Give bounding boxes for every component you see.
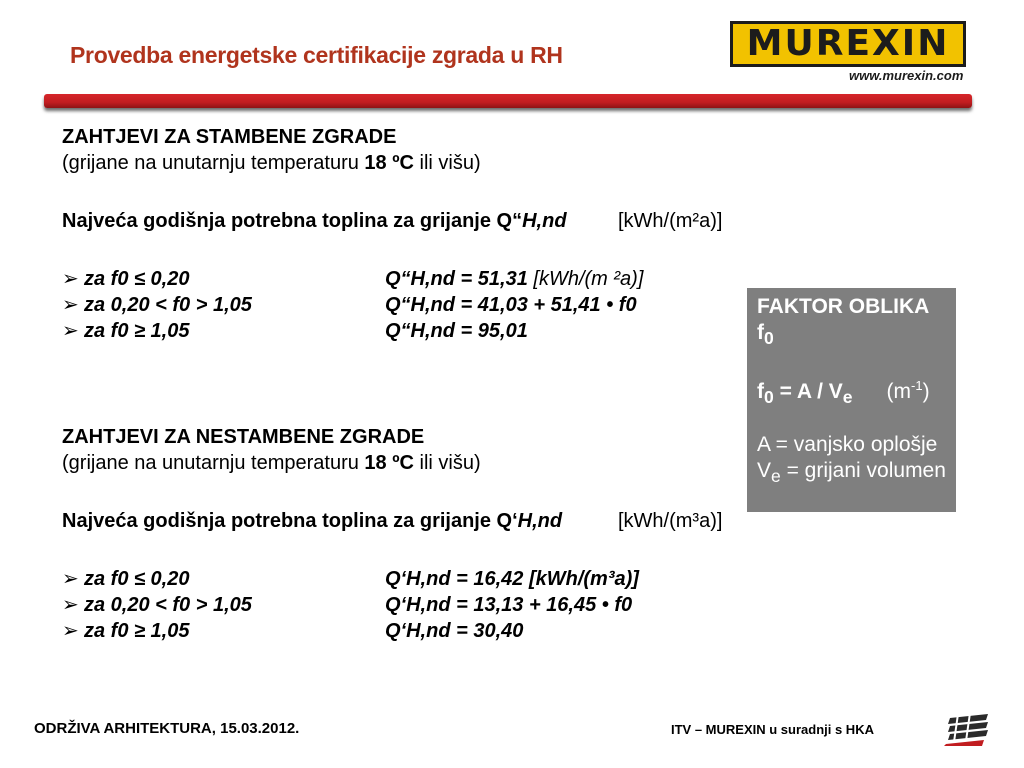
residential-demand-unit: [kWh/(m²a)]	[618, 210, 723, 232]
footer-organizers: ITV – MUREXIN u suradnji s HKA	[671, 722, 874, 737]
hka-logo-icon	[944, 710, 992, 746]
shape-factor-equation: $f_0 = A / V_e$ $(m^{-1})$	[757, 378, 930, 408]
nonresidential-heading: ZAHTJEVI ZA NESTAMBENE ZGRADE	[62, 426, 425, 448]
shape-factor-symbol: $f_0$	[757, 321, 774, 349]
logo-text: MUREXIN	[746, 23, 950, 64]
website-link[interactable]: www.murexin.com	[849, 68, 964, 83]
arrow-bullet-icon: ➢	[62, 268, 79, 290]
footer-event: ODRŽIVA ARHITEKTURA, 15.03.2012.	[34, 720, 300, 737]
shape-factor-title: FAKTOR OBLIKA	[757, 295, 930, 318]
page-title: Provedba energetske certifikacije zgrada u RH	[70, 42, 563, 68]
murexin-logo	[730, 21, 966, 67]
definition-ve: $V_e$ = grijani volumen	[757, 459, 946, 487]
arrow-bullet-icon: ➢	[62, 594, 79, 616]
main-content	[62, 124, 742, 644]
arrow-bullet-icon: ➢	[62, 568, 79, 590]
header-divider-bar	[44, 94, 972, 108]
arrow-bullet-icon: ➢	[62, 294, 79, 316]
nonresidential-subheading: (grijane na unutarnju temperaturu 18 ºC ili višu)	[62, 452, 481, 474]
residential-subheading: (grijane na unutarnju temperaturu 18 ºC ili višu)	[62, 152, 481, 174]
arrow-bullet-icon: ➢	[62, 620, 79, 642]
nonresidential-rule-2: ➢ za 0,20 < f0 > 1,05 Q‘H,nd = 13,13 + 16,45 • f0	[62, 594, 633, 616]
nonresidential-rule-3: ➢ za f0 ≥ 1,05 Q‘H,nd = 30,40	[62, 620, 524, 642]
residential-demand-line: Najveća godišnja potrebna toplina za grijanje Q“H,nd [kWh/(m²a)]	[62, 210, 723, 232]
nonresidential-rule-1: ➢ za f0 ≤ 0,20 Q‘H,nd = 16,42 [kWh/(m³a)]	[62, 568, 639, 590]
residential-rule-2: ➢ za 0,20 < f0 > 1,05 Q“H,nd = 41,03 + 51,41 • f0	[62, 294, 637, 316]
nonresidential-demand-unit: [kWh/(m³a)]	[618, 510, 723, 532]
residential-rule-1: ➢ za f0 ≤ 0,20 Q“H,nd = 51,31 [kWh/(m ²a)]	[62, 268, 644, 290]
residential-rule-3: ➢ za f0 ≥ 1,05 Q“H,nd = 95,01	[62, 320, 528, 342]
definition-a: A = vanjsko oplošje	[757, 433, 938, 457]
nonresidential-demand-line: Najveća godišnja potrebna toplina za grijanje Q‘H,nd [kWh/(m³a)]	[62, 510, 723, 532]
shape-factor-box	[747, 288, 956, 512]
residential-heading: ZAHTJEVI ZA STAMBENE ZGRADE	[62, 126, 397, 148]
arrow-bullet-icon: ➢	[62, 320, 79, 342]
